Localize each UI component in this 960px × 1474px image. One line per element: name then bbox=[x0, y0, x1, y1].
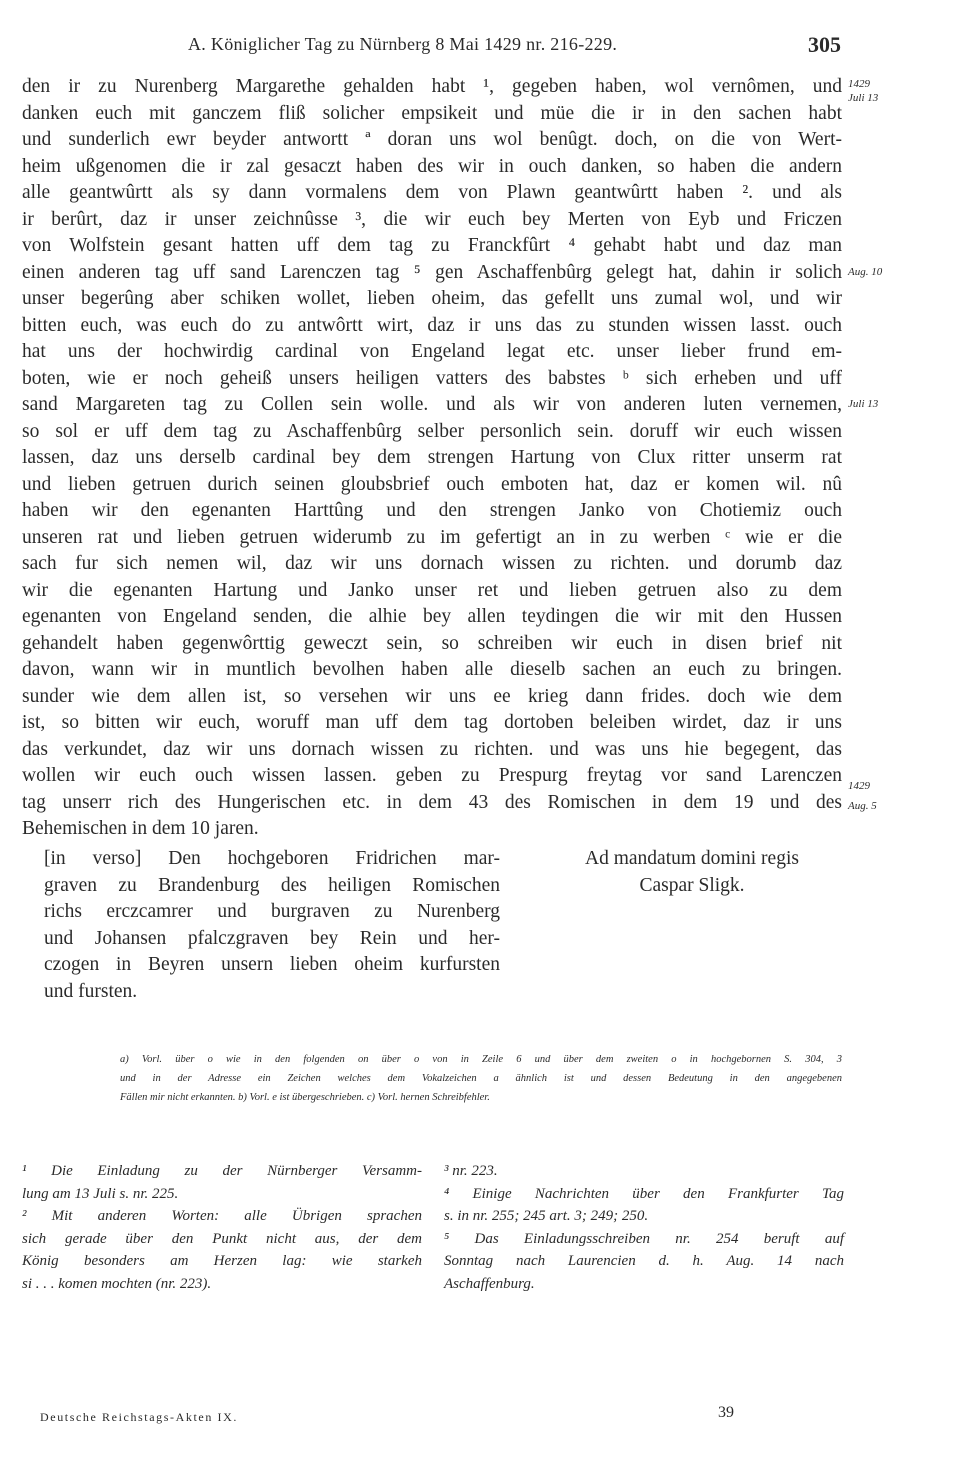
address-line: czogen in Beyren unsern lieben oheim kurfursten bbox=[44, 954, 500, 975]
address-block bbox=[44, 846, 500, 1005]
footnote-line: lung am 13 Juli s. nr. 225. bbox=[22, 1185, 179, 1202]
body-line: unser begerûng aber schiken wollet, lieben oheim, das gefellt uns zumal wol, und wir bbox=[22, 288, 842, 309]
body-line: das verkundet, daz wir uns dornach wissen zu richten. und was uns hie begegent, das bbox=[22, 738, 842, 760]
address-line: graven zu Brandenburg des heiligen Romischen bbox=[44, 874, 500, 896]
body-line: wollen wir euch ouch wissen lassen. geben zu Prespurg freytag vor sand Larenczen bbox=[22, 765, 842, 786]
mandate-signatory: Caspar Sligk. bbox=[639, 874, 745, 896]
footnote-line: s. in nr. 255; 245 art. 3; 249; 250. bbox=[444, 1208, 649, 1224]
footnote-line: ³ nr. 223. bbox=[444, 1163, 498, 1179]
footnote-line: si . . . komen mochten (nr. 223). bbox=[22, 1275, 212, 1292]
body-line: danken euch mit ganczem fliß solicher empsikeit und müe die ir in den sachen habt bbox=[22, 102, 842, 124]
body-line: ir berûrt, daz ir unser zeichnûsse ³, die wir euch bey Merten von Eyb und Friczen bbox=[22, 208, 842, 230]
margin-date: Aug. 5 bbox=[848, 800, 877, 812]
mandate-line: Ad mandatum domini regis bbox=[585, 848, 799, 869]
body-line: gehandelt haben gegenwôrttig geweczt sein, so schreiben wir euch in disen brief nit bbox=[22, 632, 842, 654]
page-number: 305 bbox=[808, 32, 841, 57]
body-line: Behemischen in dem 10 jaren. bbox=[22, 818, 259, 839]
address-line: [in verso] Den hochgeboren Fridrichen mar- bbox=[44, 848, 500, 869]
footnote-line: ² Mit anderen Worten: alle Übrigen sprachen bbox=[22, 1208, 422, 1224]
address-line: und Johansen pfalczgraven bey Rein und her- bbox=[44, 927, 500, 949]
sheet-number: 39 bbox=[718, 1404, 734, 1421]
body-line: sach fur sich nemen wil, daz wir uns dornach wissen zu richten. und dorumb daz bbox=[22, 553, 842, 574]
body-line: sand Margareten tag zu Collen sein wolle. und als wir von anderen luten vernemen, bbox=[22, 394, 842, 415]
running-title: A. Königlicher Tag zu Nürnberg 8 Mai 1429 nr. 216-229. bbox=[188, 34, 618, 54]
footnote-line: Sonntag nach Laurencien d. h. Aug. 14 nach bbox=[444, 1253, 844, 1269]
apparatus-line: a) Vorl. über o wie in den folgenden on über o von in Zeile 6 und über dem zweiten o in hochgebornen S. 304, 3 bbox=[120, 1054, 842, 1065]
body-line: den ir zu Nurenberg Margarethe gehalden habt ¹, gegeben haben, wol vernômen, und bbox=[22, 76, 842, 97]
body-line: so sol er uff dem tag zu Aschaffenbûrg selber personlich sein. doruff wir euch wissen bbox=[22, 420, 842, 442]
body-line: ist, so bitten wir euch, woruff man uff dem tag dortoben beleiben wirdet, daz ir uns bbox=[22, 712, 842, 733]
body-line: haben wir den egenanten Harttûng und den strengen Janko von Chotiemiz ouch bbox=[22, 500, 842, 521]
margin-date: Juli 13 bbox=[848, 92, 879, 104]
body-line: davon, wann wir in muntlich bevolhen haben alle dieselb sachen an euch zu bringen. bbox=[22, 659, 842, 680]
apparatus-line: und in der Adresse ein Zeichen welches dem Vokalzeichen a ähnlich ist und dessen Bedeutung in den angegebenen bbox=[120, 1073, 842, 1084]
footnote-line: Aschaffenburg. bbox=[444, 1275, 535, 1292]
footnote-line: sich gerade über den Punkt nicht aus, der dem bbox=[22, 1230, 422, 1247]
margin-date: Aug. 10 bbox=[848, 266, 883, 278]
margin-date-year: 1429 bbox=[848, 780, 870, 792]
body-line: sunder wie dem allen ist, so versehen wir uns ee krieg dann frides. doch wie dem bbox=[22, 685, 842, 707]
critical-apparatus bbox=[120, 1050, 842, 1107]
mandate-note bbox=[540, 846, 844, 899]
body-line: tag unserr rich des Hungerischen etc. in dem 43 des Romischen in dem 19 und des bbox=[22, 791, 842, 813]
printer-signature: Deutsche Reichstags-Akten IX. bbox=[40, 1410, 239, 1424]
footnote-line: ⁴ Einige Nachrichten über den Frankfurter Tag bbox=[444, 1185, 844, 1202]
apparatus-line: Fällen mir nicht erkannten. b) Vorl. e ist übergeschrieben. c) Vorl. hernen Schreibfehler. bbox=[120, 1092, 490, 1103]
body-line: wir die egenanten Hartung und Janko unser ret und lieben getruen also zu dem bbox=[22, 579, 842, 601]
margin-date: Juli 13 bbox=[848, 398, 879, 410]
footnote-line: ⁵ Das Einladungsschreiben nr. 254 beruft auf bbox=[444, 1230, 844, 1247]
body-line: und lieben getruen durich seinen gloubsbrief ouch emboten hat, daz er komen wil. nû bbox=[22, 473, 842, 495]
letter-body bbox=[22, 74, 842, 843]
body-line: von Wolfstein gesant hatten uff dem tag zu Franckfûrt ⁴ gehabt habt und daz man bbox=[22, 235, 842, 256]
body-line: unseren rat und lieben getruen widerumb zu im gefertigt an in zu werben ᶜ wie er die bbox=[22, 526, 842, 548]
address-line: und fursten. bbox=[44, 980, 138, 1002]
body-line: alle geantwûrtt als sy dann vormalens dem von Plawn geantwûrtt haben ². und als bbox=[22, 182, 842, 203]
footnotes-left-column bbox=[22, 1160, 422, 1295]
body-line: lassen, daz uns derselb cardinal bey dem strengen Hartung von Clux ritter unserm rat bbox=[22, 447, 842, 468]
body-line: boten, wie er noch geheiß unsers heiligen vatters des babstes ᵇ sich erheben und uff bbox=[22, 367, 842, 389]
footnotes-right-column bbox=[444, 1160, 844, 1295]
margin-date-year: 1429 bbox=[848, 78, 870, 90]
body-line: heim ußgenomen die ir zal gesaczt haben des wir in ouch danken, so haben die andern bbox=[22, 155, 842, 177]
body-line: egenanten von Engeland senden, die alhie bey allen teydingen die wir mit den Hussen bbox=[22, 606, 842, 627]
body-line: und sunderlich ewr beyder antwortt ª doran uns wol benûgt. doch, on die von Wert- bbox=[22, 129, 842, 150]
body-line: einen anderen tag uff sand Larenczen tag ⁵ gen Aschaffenbûrg gelegt hat, dahin ir solich bbox=[22, 261, 842, 283]
footnote-line: ¹ Die Einladung zu der Nürnberger Versamm- bbox=[22, 1163, 422, 1179]
body-line: hat uns der hochwirdig cardinal von Engeland legat etc. unser lieber frund em- bbox=[22, 341, 842, 362]
address-line: richs erczcamrer und burgraven zu Nurenberg bbox=[44, 901, 500, 922]
body-line: bitten euch, was euch do zu antwôrtt wirt, daz ir uns das zu stunden wissen lasst. ouch bbox=[22, 314, 842, 336]
footnote-line: König besonders am Herzen lag: wie starkeh bbox=[22, 1253, 422, 1269]
